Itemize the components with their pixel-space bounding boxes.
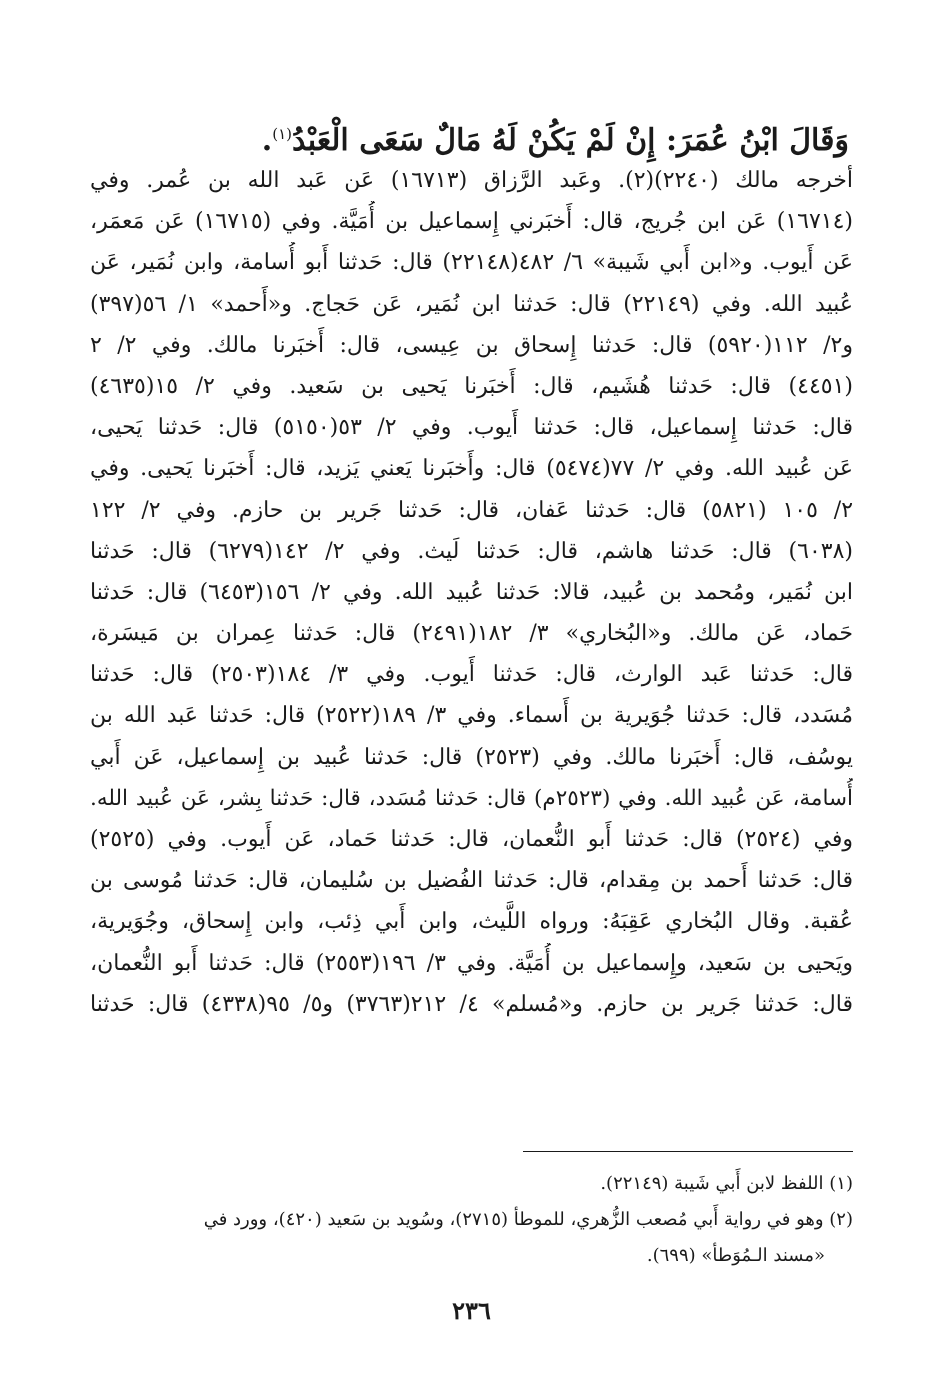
body-line: قال: حَدثنا إِسماعيل، قال: حَدثنا أَيوب. وفي ٢/ ٥٣(٥١٥٠) قال: حَدثنا يَحيى، <box>90 415 853 441</box>
body-line: قال: حَدثنا عَبد الوارث، قال: حَدثنا أَيوب. وفي ٣/ ١٨٤(٢٥٠٣) قال: حَدثنا <box>90 662 853 688</box>
body-line: يوسُف، قال: أَخبَرنا مالك. وفي (٢٥٢٣) قال: حَدثنا عُبيد بن إِسماعيل، عَن أَبي <box>90 744 853 770</box>
body-line: أخرجه مالك (٢٢٤٠)(٢). وعَبد الرَّزاق (١٦٧١٣) عَن عَبد الله بن عُمر. وفي <box>90 168 853 193</box>
footnote-2-continued: «مسند الـمُوَطأ» (٦٩٩). <box>646 1245 825 1266</box>
body-line: مُسَدد، قال: حَدثنا جُوَيرية بن أَسماء. وفي ٣/ ١٨٩(٢٥٢٢) قال: حَدثنا عَبد الله بن <box>90 703 853 729</box>
footnote-divider <box>523 1151 853 1152</box>
body-line: (١٦٧١٤) عَن ابن جُريج، قال: أَخبَرني إِسماعيل بن أُمَيَّة. وفي (١٦٧١٥) عَن مَعمَر، <box>90 209 853 235</box>
takhrij-body <box>90 160 853 1025</box>
hadith-heading-end: . <box>261 123 273 158</box>
body-line: عُبيد الله. وفي (٢٢١٤٩) قال: حَدثنا ابن نُمَير، عَن حَجاج. و«أَحمد» ١/ ٥٦(٣٩٧) <box>90 291 853 317</box>
body-line: عُقبة. وقال البُخاري عَقِبَهُ: ورواه اللَّيث، وابن أَبي ذِئب، وابن إِسحاق، وجُوَيرية، <box>90 909 853 935</box>
body-line: عَن أَيوب. و«ابن أَبي شَيبة» ٦/ ٤٨٢(٢٢١٤٨) قال: حَدثنا أَبو أُسامة، وابن نُمَير، عَن <box>90 250 853 276</box>
page <box>90 0 853 1381</box>
hadith-heading <box>90 108 849 167</box>
body-line: ويَحيى بن سَعيد، وإِسماعيل بن أُمَيَّة. وفي ٣/ ١٩٦(٢٥٥٣) قال: حَدثنا أَبو النُّعمان، <box>90 950 853 976</box>
body-line: (٤٤٥١) قال: حَدثنا هُشَيم، قال: أَخبَرنا يَحيى بن سَعيد. وفي ٢/ ١٥(٤٦٣٥) <box>90 373 853 399</box>
body-line: حَماد، عَن مالك. و«البُخاري» ٣/ ١٨٢(٢٤٩١) قال: حَدثنا عِمران بن مَيسَرة، <box>90 621 853 647</box>
body-line: قال: حَدثنا أَحمد بن مِقدام، قال: حَدثنا الفُضيل بن سُليمان، قال: حَدثنا مُوسى بن <box>90 868 853 894</box>
page-number: ٢٣٦ <box>452 1296 491 1325</box>
footnote-ref-1: (١) <box>272 125 293 143</box>
body-line: وفي (٢٥٢٤) قال: حَدثنا أَبو النُّعمان، قال: حَدثنا حَماد، عَن أَيوب. وفي (٢٥٢٥) <box>90 827 853 852</box>
body-line: ٢/ ١٠٥ (٥٨٢١) قال: حَدثنا عَفان، قال: حَدثنا جَرير بن حازم. وفي ٢/ ١٢٢ <box>90 497 853 523</box>
body-line: أُسامة، عَن عُبيد الله. وفي (٢٥٢٣م) قال: حَدثنا مُسَدد، قال: حَدثنا بِشر، عَن عُبيد الله. <box>90 785 853 811</box>
body-line: (٦٠٣٨) قال: حَدثنا هاشم، قال: حَدثنا لَيث. وفي ٢/ ١٤٢(٦٢٧٩) قال: حَدثنا <box>90 538 853 564</box>
footnote-1: (١) اللفظ لابن أَبي شَيبة (٢٢١٤٩). <box>600 1173 853 1194</box>
body-line: قال: حَدثنا جَرير بن حازم. و«مُسلم» ٤/ ٢١٢(٣٧٦٣) و٥/ ٩٥(٤٣٣٨) قال: حَدثنا <box>90 991 853 1017</box>
body-line: و٢/ ١١٢(٥٩٢٠) قال: حَدثنا إِسحاق بن عِيسى، قال: أَخبَرنا مالك. وفي ٢/ ٢ <box>90 332 853 358</box>
body-line: ابن نُمَير، ومُحمد بن عُبيد، قالا: حَدثنا عُبيد الله. وفي ٢/ ١٥٦(٦٤٥٣) قال: حَدثنا <box>90 579 853 605</box>
body-line: عَن عُبيد الله. وفي ٢/ ٧٧(٥٤٧٤) قال: وأَخبَرنا يَعني يَزيد، قال: أَخبَرنا يَحيى. وفي <box>90 456 853 482</box>
footnote-2: (٢) وهو في رواية أَبي مُصعب الزُّهري، للموطأ (٢٧١٥)، وسُويد بن سَعيد (٤٢٠)، وورد في <box>203 1209 853 1230</box>
footnotes <box>90 1166 853 1274</box>
hadith-heading-text: وَقَالَ ابْنُ عُمَرَ: إِنْ لَمْ يَكُنْ لَهُ مَالٌ سَعَى الْعَبْدُ <box>292 123 849 158</box>
